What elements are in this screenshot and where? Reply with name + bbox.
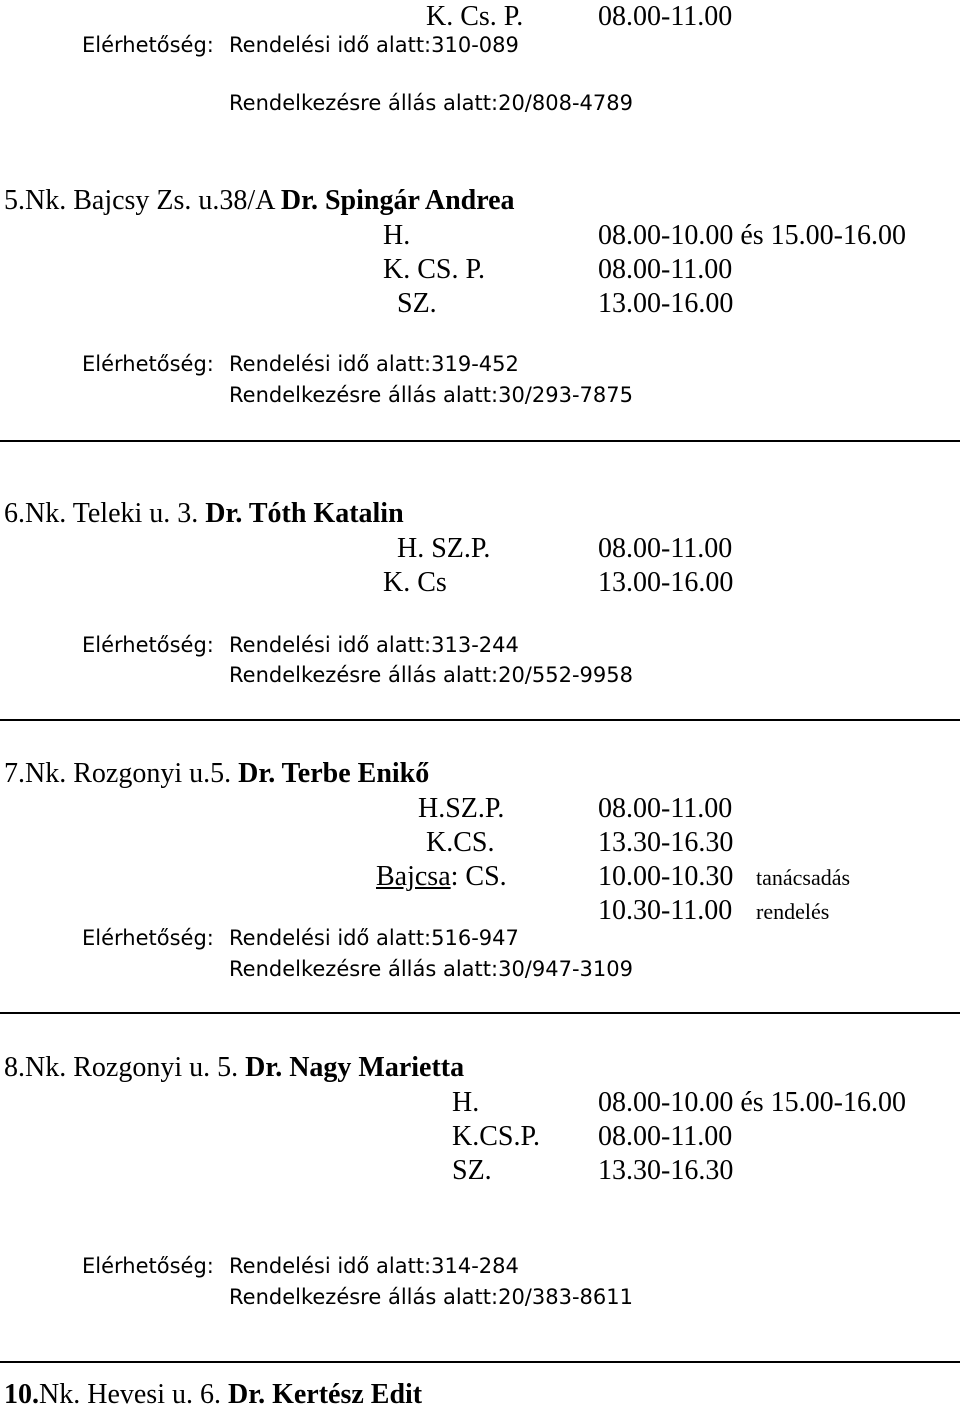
schedule-note: tanácsadás: [756, 865, 851, 890]
contact-office-phone: Rendelési idő alatt:310-089: [229, 33, 519, 57]
schedule-day: K. CS. P.: [383, 254, 485, 285]
practice-heading: [4, 1381, 422, 1409]
branch-name: Bajcsa: [376, 861, 451, 892]
contact-label: Elérhetőség:: [82, 352, 214, 376]
schedule-time: 08.00-11.00: [598, 793, 733, 824]
section-divider: [0, 1361, 960, 1363]
schedule-time: 13.30-16.30: [598, 1155, 734, 1186]
practice-address: Nk. Rozgonyi u. 5.: [25, 1052, 246, 1083]
schedule-time: 08.00-11.00: [598, 1121, 733, 1152]
doctor-name: Dr. Tóth Katalin: [205, 498, 404, 529]
practice-heading: [4, 500, 404, 528]
schedule-day: SZ.: [452, 1155, 492, 1186]
section-divider: [0, 719, 960, 721]
doctor-name: Dr. Kertész Edit: [227, 1379, 423, 1410]
doctor-name: Dr. Nagy Marietta: [245, 1052, 465, 1083]
schedule-day: SZ.: [397, 288, 437, 319]
contact-oncall-phone: Rendelkezésre állás alatt:30/293-7875: [229, 383, 633, 407]
section-divider: [0, 440, 960, 442]
practice-number: 6.: [4, 498, 25, 529]
contact-oncall-phone: Rendelkezésre állás alatt:20/808-4789: [229, 91, 633, 115]
schedule-day: K.CS.P.: [452, 1121, 540, 1152]
schedule-time: 08.00-11.00: [598, 254, 733, 285]
schedule-time: 10.30-11.00: [598, 895, 733, 926]
practice-address: Nk. Rozgonyi u.5.: [25, 758, 239, 789]
practice-heading: [4, 1054, 464, 1082]
contact-label: Elérhetőség:: [82, 926, 214, 950]
contact-oncall-phone: Rendelkezésre állás alatt:20/552-9958: [229, 663, 633, 687]
contact-label: Elérhetőség:: [82, 33, 214, 57]
schedule-note: rendelés: [756, 899, 830, 924]
schedule-time: 10.00-10.30: [598, 861, 734, 892]
practice-number: 8.: [4, 1052, 25, 1083]
section-divider: [0, 1012, 960, 1014]
schedule-day: H.: [452, 1087, 480, 1118]
contact-office-phone: Rendelési idő alatt:516-947: [229, 926, 519, 950]
schedule-time: 13.30-16.30: [598, 827, 734, 858]
doctor-name: Dr. Spingár Andrea: [280, 185, 515, 216]
schedule-time: 08.00-11.00: [598, 533, 733, 564]
contact-office-phone: Rendelési idő alatt:313-244: [229, 633, 519, 657]
practice-number: 7.: [4, 758, 25, 789]
schedule-day: K.CS.: [426, 827, 495, 858]
schedule-day: H.SZ.P.: [418, 793, 505, 824]
contact-label: Elérhetőség:: [82, 633, 214, 657]
practice-number: 10.: [4, 1379, 39, 1410]
practice-address: Nk. Bajcsy Zs. u.38/A: [25, 185, 281, 216]
contact-office-phone: Rendelési idő alatt:314-284: [229, 1254, 519, 1278]
schedule-time: 13.00-16.00: [598, 567, 734, 598]
schedule-day: H. SZ.P.: [397, 533, 491, 564]
practice-address: Nk. Hevesi u. 6.: [39, 1379, 228, 1410]
schedule-day: : CS.: [450, 861, 507, 892]
schedule-time: 13.00-16.00: [598, 288, 734, 319]
contact-office-phone: Rendelési idő alatt:319-452: [229, 352, 519, 376]
branch-schedule: [376, 863, 507, 891]
doctor-name: Dr. Terbe Enikő: [238, 758, 430, 789]
practice-address: Nk. Teleki u. 3.: [25, 498, 206, 529]
schedule-day: K. Cs. P.: [426, 1, 524, 32]
contact-oncall-phone: Rendelkezésre állás alatt:30/947-3109: [229, 957, 633, 981]
schedule-day: H.: [383, 220, 411, 251]
practice-heading: [4, 760, 429, 788]
practice-heading: [4, 187, 515, 215]
schedule-time: 08.00-10.00 és 15.00-16.00: [598, 1087, 906, 1118]
practice-number: 5.: [4, 185, 25, 216]
contact-label: Elérhetőség:: [82, 1254, 214, 1278]
schedule-day: K. Cs: [383, 567, 447, 598]
schedule-time: 08.00-10.00 és 15.00-16.00: [598, 220, 906, 251]
contact-oncall-phone: Rendelkezésre állás alatt:20/383-8611: [229, 1285, 633, 1309]
schedule-time: 08.00-11.00: [598, 1, 733, 32]
